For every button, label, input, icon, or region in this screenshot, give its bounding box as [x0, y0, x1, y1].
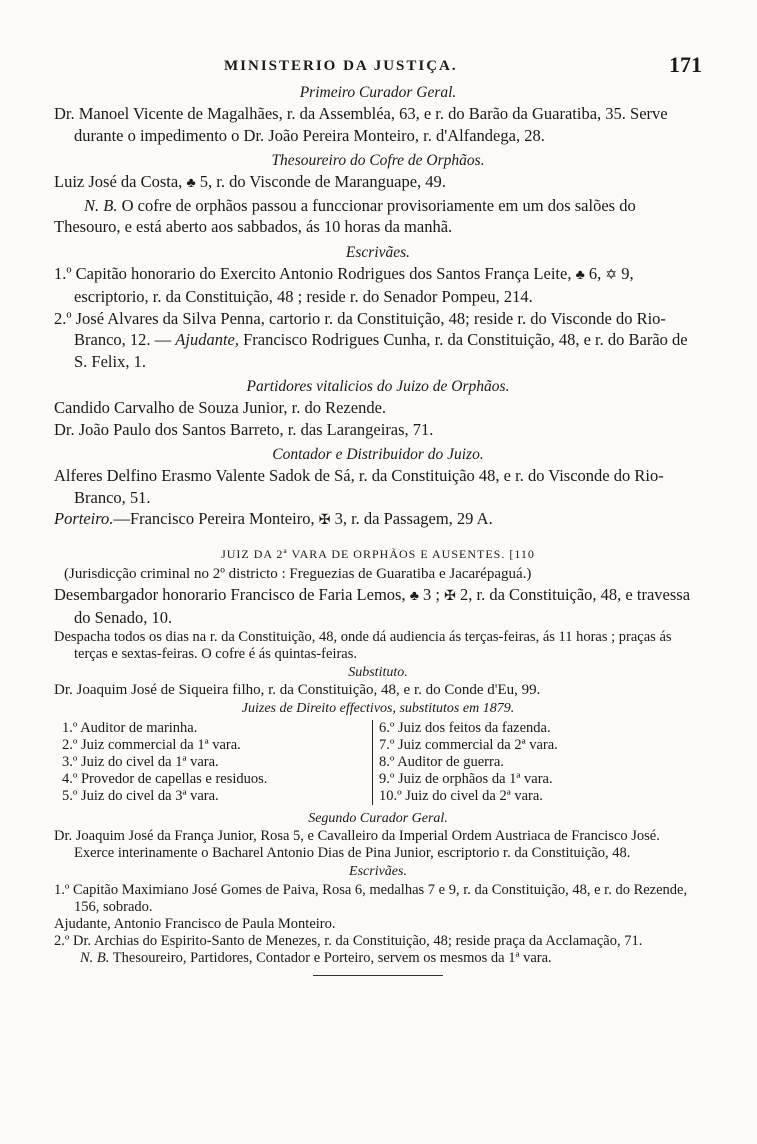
thesoureiro-name: Luiz José da Costa,	[54, 172, 183, 191]
porteiro-entry	[54, 508, 702, 532]
escrivao-1	[54, 263, 702, 308]
despacha-note: Despacha todos os dias na r. da Constituição, 48, onde dá audiencia ás terças-feiras, ás 11 horas ; praças ás terças e sextas-feiras. O cofre é ás quintas-feiras.	[54, 628, 672, 662]
thesoureiro-entry	[54, 171, 702, 195]
escrivao-1-rose-count: 6,	[588, 263, 602, 283]
heading-escrivaes-2: Escrivães.	[349, 863, 407, 879]
porteiro-address: 3, r. da Passagem, 29 A.	[334, 509, 493, 528]
heading-escrivaes: Escrivães.	[345, 243, 411, 261]
list-item: 1.º Auditor de marinha.	[62, 719, 198, 736]
judge-name: Desembargador honorario Francisco de Faria Lemos,	[54, 584, 406, 604]
judge-address: 2, r. da Constituição, 48, e travessa do Senado, 10.	[74, 584, 691, 627]
escrivao-1-address: 9, escriptorio, r. da Constituição, 48 ; reside r. do Senador Pompeu, 214.	[74, 263, 634, 306]
document-page	[54, 52, 702, 976]
heading-segundo-curador: Segundo Curador Geral.	[308, 810, 448, 826]
thesoureiro-address: 5, r. do Visconde de Maranguape, 49.	[199, 172, 446, 191]
jurisdiction-note: (Jurisdicção criminal no 2º districto : Freguezias de Guaratiba e Jacarépaguá.)	[64, 565, 532, 582]
escrivao-1-name: 1.º Capitão honorario do Exercito Antonio Rodrigues dos Santos França Leite,	[54, 263, 572, 283]
nb-text: O cofre de orphãos passou a funccionar provisoriamente em um dos salões do Thesouro, e está aberto aos sabbados, ás 10 horas da manhã.	[54, 195, 636, 236]
nb2-note	[54, 950, 702, 967]
nb-label: N. B.	[84, 195, 118, 215]
judge-entry	[54, 584, 702, 629]
list-item: 3.º Juiz do civel da 1ª vara.	[62, 753, 219, 770]
cross-order-icon: ✠	[318, 513, 331, 528]
rose-order-icon: ♣	[186, 176, 196, 191]
escrivao2-1: 1.º Capitão Maximiano José Gomes de Paiva, Rosa 6, medalhas 7 e 9, r. da Constituição, 48, e r. do Rezende, 156, sobrado.	[54, 881, 688, 915]
closing-rule	[313, 975, 443, 976]
section-heading-juiz-2a-vara: JUIZ DA 2ª VARA DE ORPHÃOS E AUSENTES. [110	[221, 546, 535, 561]
contador-entry: Alferes Delfino Erasmo Valente Sadok de Sá, r. da Constituição 48, e r. do Visconde do Rio-Branco, 51.	[54, 466, 664, 507]
ajudante-label: Ajudante,	[175, 330, 239, 349]
nb2-label: N. B.	[80, 949, 110, 966]
nb-note	[54, 195, 702, 238]
page-number: 171	[669, 52, 702, 77]
heading-juizes-direito: Juizes de Direito effectivos, substitutos em 1879.	[241, 700, 515, 716]
list-item: 8.º Auditor de guerra.	[379, 753, 504, 770]
segundo-curador-entry: Dr. Joaquim José da França Junior, Rosa 5, e Cavalleiro da Imperial Ordem Austriaca de Francisco José. Exerce interinamente o Bacharel Antonio Dias de Pina Junior, escriptorio r. da Constituição, 48.	[54, 827, 660, 861]
heading-contador: Contador e Distribuidor do Juizo.	[272, 446, 484, 463]
rose-order-icon: ♣	[575, 267, 585, 283]
escrivao-2-ajudante: Francisco Rodrigues Cunha, r. da Constituição, 48, e r. do Barão de S. Felix, 1.	[74, 330, 688, 371]
list-item: 6.º Juiz dos feitos da fazenda.	[379, 719, 551, 736]
partidor-2: Dr. João Paulo dos Santos Barreto, r. das Larangeiras, 71.	[54, 419, 434, 439]
curador-entry: Dr. Manoel Vicente de Magalhães, r. da Assembléa, 63, e r. do Barão da Guaratiba, 35. Serve durante o impedimento o Dr. João Pereira Monteiro, r. d'Alfandega, 28.	[54, 104, 668, 145]
juizes-table	[62, 720, 702, 805]
porteiro-label: Porteiro.	[54, 509, 114, 528]
cross-order-icon: ✠	[444, 588, 456, 604]
list-item: 5.º Juiz do civel da 3ª vara.	[62, 787, 219, 804]
escrivao-2	[54, 308, 702, 373]
heading-substituto: Substituto.	[348, 664, 408, 680]
list-item: 2.º Juiz commercial da 1ª vara.	[62, 736, 241, 753]
page-header	[54, 52, 702, 82]
porteiro-name: —Francisco Pereira Monteiro,	[113, 509, 315, 528]
escrivao2-2: 2.º Dr. Archias do Espirito-Santo de Menezes, r. da Constituição, 48; reside praça da Acclamação, 71.	[54, 932, 643, 949]
heading-primeiro-curador: Primeiro Curador Geral.	[299, 84, 457, 101]
heading-thesoureiro: Thesoureiro do Cofre de Orphãos.	[271, 152, 485, 169]
running-title: MINISTERIO DA JUSTIÇA.	[224, 58, 458, 74]
judge-rose-count: 3 ;	[423, 584, 440, 604]
escrivao-2-name: 2.º José Alvares da Silva Penna, cartorio r. da Constituição, 48; reside r. do Visconde do Rio-Branco, 12. —	[54, 308, 666, 349]
substituto-entry: Dr. Joaquim José de Siqueira filho, r. da Constituição, 48, e r. do Conde d'Eu, 99.	[54, 681, 541, 698]
list-item: 4.º Provedor de capellas e residuos.	[62, 770, 268, 787]
list-item: 9.º Juiz de orphãos da 1ª vara.	[379, 770, 553, 787]
heading-partidores: Partidores vitalicios do Juizo de Orphãos.	[246, 378, 510, 395]
juizes-left-column	[62, 720, 372, 805]
list-item: 10.º Juiz do civel da 2ª vara.	[379, 787, 543, 804]
rose-order-icon: ♣	[409, 588, 419, 604]
juizes-right-column	[372, 720, 689, 805]
escrivao2-ajudante: Ajudante, Antonio Francisco de Paula Monteiro.	[54, 915, 336, 932]
star-order-icon: ✡	[605, 267, 618, 283]
nb2-text: Thesoureiro, Partidores, Contador e Porteiro, servem os mesmos da 1ª vara.	[112, 949, 552, 966]
list-item: 7.º Juiz commercial da 2ª vara.	[379, 736, 558, 753]
partidor-1: Candido Carvalho de Souza Junior, r. do Rezende.	[54, 398, 387, 417]
